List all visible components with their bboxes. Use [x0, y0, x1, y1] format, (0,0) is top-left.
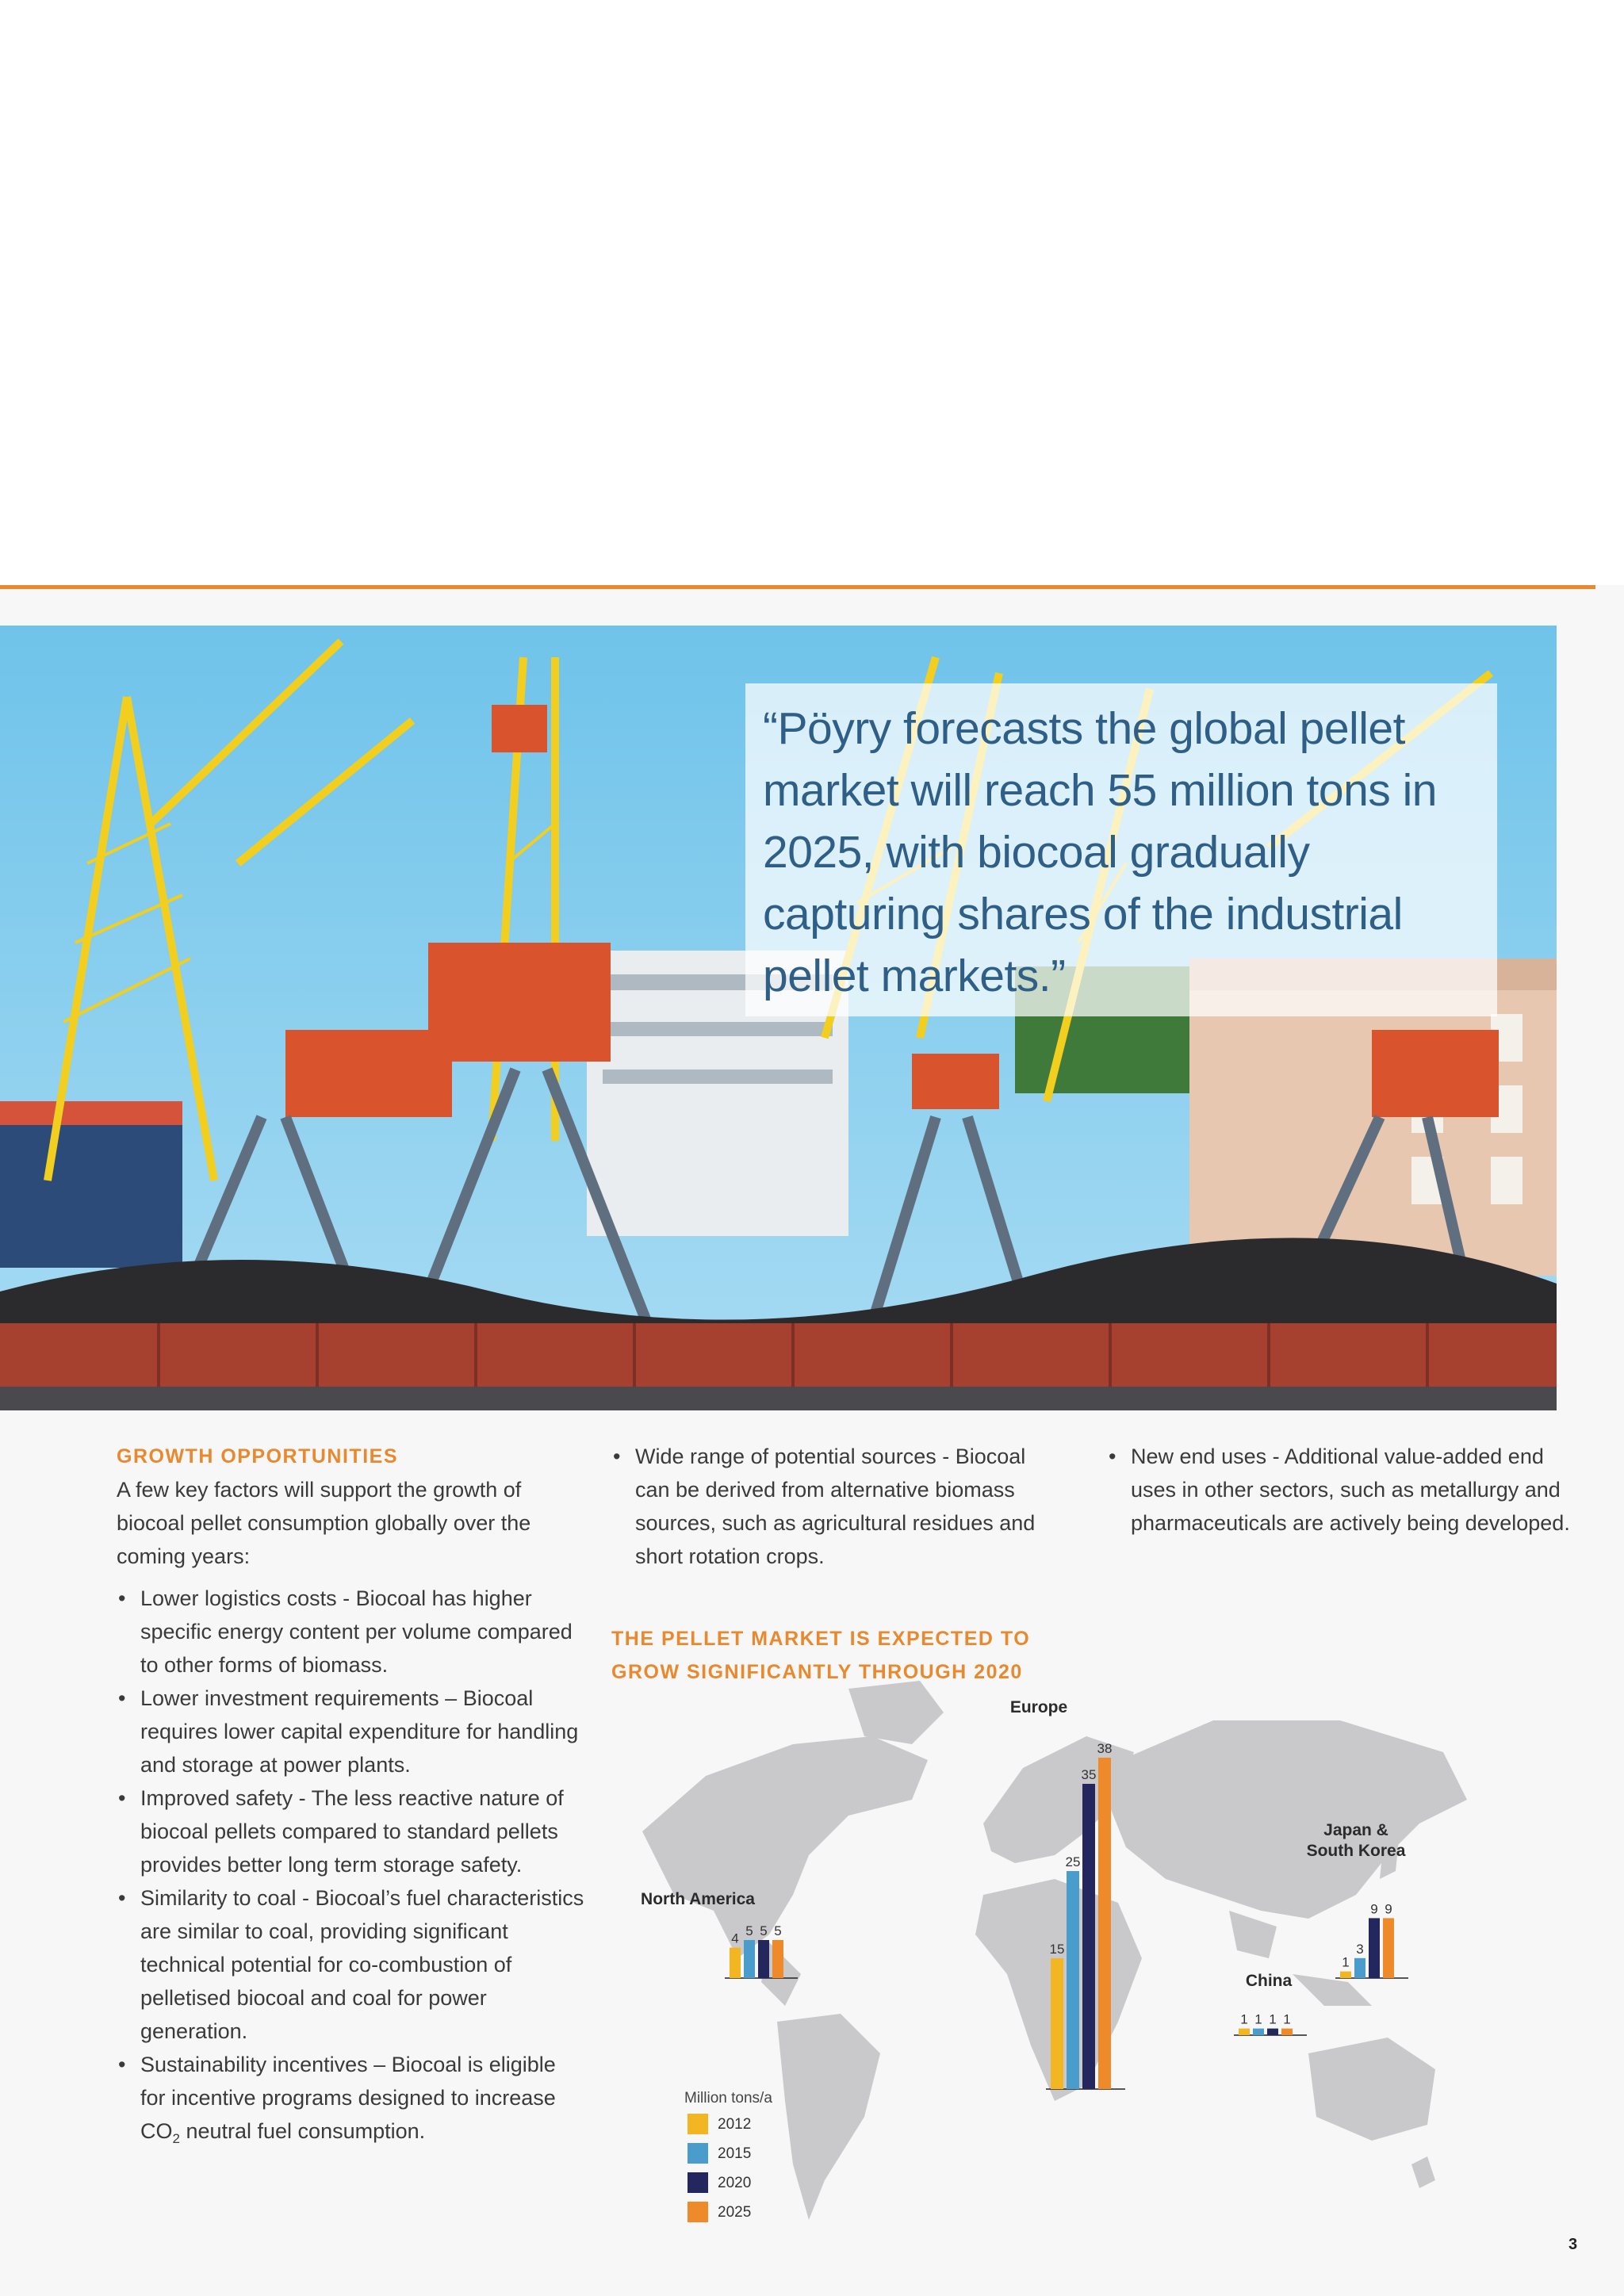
- china-bar-2015: [1253, 2029, 1264, 2035]
- pull-quote: “Pöyry forecasts the global pellet market will reach 55 million tons in 2025, with biocoal gradually capturing shares of the industrial pellet markets.”: [763, 703, 1437, 1001]
- growth-intro: A few key factors will support the growth of biocoal pellet consumption globally over the coming years:: [117, 1478, 531, 1568]
- legend-swatch-2015: [688, 2143, 708, 2164]
- north-america-bar-2015: [744, 1940, 755, 1978]
- legend-label-2020: 2020: [718, 2175, 752, 2191]
- europe-value-2012: 15: [1049, 1942, 1065, 1957]
- china-region-label: China: [1245, 1972, 1293, 1990]
- europe-bar-2015: [1067, 1871, 1079, 2089]
- legend-unit-label: Million tons/a: [684, 2090, 772, 2107]
- north-america-bar-2012: [730, 1948, 741, 1978]
- japan-south-korea-bar-2012: [1340, 1972, 1351, 1978]
- japan-south-korea-value-2020: 9: [1370, 1901, 1378, 1917]
- europe-value-2020: 35: [1081, 1767, 1097, 1782]
- bullet-sustainability: [117, 2048, 584, 2156]
- growth-heading: GROWTH OPPORTUNITIES: [117, 1445, 398, 1468]
- north-america-value-2020: 5: [760, 1923, 768, 1938]
- china-bar-2025: [1281, 2029, 1293, 2035]
- chart-heading-line-1: THE PELLET MARKET IS EXPECTED TO: [611, 1628, 1031, 1650]
- chart-heading-line-2: GROW SIGNIFICANTLY THROUGH 2020: [611, 1661, 1023, 1683]
- china-value-2012: 1: [1240, 2011, 1248, 2027]
- legend-label-2012: 2012: [718, 2116, 752, 2133]
- top-blank-area: [0, 0, 1624, 585]
- bullet-sources: • Wide range of potential sources - Biocoal can be derived from alternative biomass sources, such as agricultural residues and short rotation crops.: [611, 1440, 1055, 1573]
- north-america-value-2012: 4: [731, 1931, 739, 1946]
- europe-bar-2012: [1051, 1958, 1063, 2089]
- legend-swatch-2025: [688, 2202, 708, 2222]
- europe-bar-2020: [1082, 1784, 1095, 2089]
- china-bar-2012: [1239, 2029, 1250, 2035]
- china-value-2020: 1: [1269, 2011, 1277, 2027]
- page-number: 3: [1568, 2236, 1578, 2253]
- europe-value-2015: 25: [1065, 1854, 1081, 1869]
- legend-label-2025: 2025: [718, 2204, 752, 2221]
- japan-south-korea-value-2025: 9: [1385, 1901, 1392, 1917]
- legend-swatch-2020: [688, 2172, 708, 2193]
- japan-south-korea-bar-2020: [1369, 1918, 1380, 1978]
- pellet-market-chart: [611, 1673, 1483, 2228]
- bullet-sustainability-text: Sustainability incentives – Biocoal is eligible for incentive programs designed to increase CO: [140, 2053, 556, 2143]
- bullet-logistics: • Lower logistics costs - Biocoal has higher specific energy content per volume compared to other forms of biomass.: [117, 1582, 584, 1682]
- legend-label-2015: 2015: [718, 2145, 752, 2162]
- growth-bullets: [117, 1582, 584, 2156]
- europe-region-label: Europe: [1009, 1698, 1068, 1716]
- bullet-safety: • Improved safety - The less reactive nature of biocoal pellets compared to standard pellets provides better long term storage safety.: [117, 1781, 584, 1881]
- china-value-2015: 1: [1254, 2011, 1262, 2027]
- bullet-sustainability-text-end: neutral fuel consumption.: [179, 2119, 426, 2143]
- chart-legend: [684, 2090, 772, 2222]
- china-value-2025: 1: [1283, 2011, 1291, 2027]
- europe-value-2025: 38: [1097, 1741, 1113, 1756]
- japan-south-korea-region-label: Japan &: [1323, 1821, 1388, 1839]
- japan-south-korea-region-label: South Korea: [1306, 1842, 1406, 1860]
- orange-divider: [0, 585, 1595, 589]
- japan-south-korea-bar-2015: [1354, 1958, 1365, 1978]
- legend-swatch-2012: [688, 2114, 708, 2134]
- co2-subscript: 2: [172, 2131, 180, 2146]
- japan-south-korea-value-2012: 1: [1342, 1954, 1350, 1970]
- europe-bar-2025: [1098, 1758, 1111, 2089]
- china-bar-2020: [1267, 2029, 1278, 2035]
- north-america-bar-2025: [772, 1940, 783, 1978]
- chart-svg: [611, 1673, 1483, 2228]
- north-america-bar-2020: [758, 1940, 769, 1978]
- japan-south-korea-value-2015: 3: [1356, 1941, 1364, 1957]
- right-bullets: [1107, 1440, 1575, 1540]
- japan-south-korea-bar-2025: [1383, 1918, 1394, 1978]
- north-america-region-label: North America: [641, 1890, 755, 1908]
- bullet-coal-similarity: • Similarity to coal - Biocoal’s fuel characteristics are similar to coal, providing significant technical potential for co-combustion of pelletised biocoal and coal for power generation.: [117, 1881, 584, 2048]
- north-america-value-2025: 5: [774, 1923, 782, 1938]
- middle-bullets: [611, 1440, 1055, 1573]
- bullet-end-uses: • New end uses - Additional value-added end uses in other sectors, such as metallurgy and pharmaceuticals are actively being developed.: [1107, 1440, 1575, 1540]
- bullet-investment: • Lower investment requirements – Biocoal requires lower capital expenditure for handling and storage at power plants.: [117, 1682, 584, 1781]
- north-america-value-2015: 5: [745, 1923, 753, 1938]
